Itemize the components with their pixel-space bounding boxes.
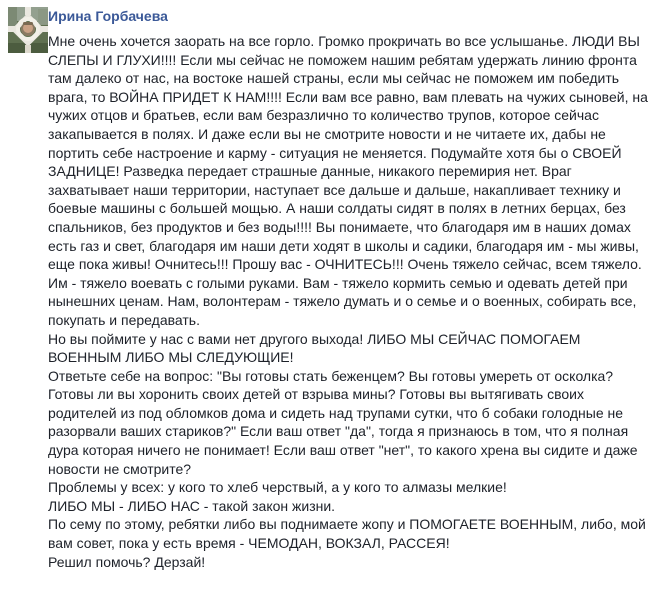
post-text [48,32,655,571]
avatar[interactable] [8,7,48,53]
post-paragraph: Решил помочь? Дерзай! [48,553,206,570]
post-paragraph: Мне очень хочется заорать на все горло. Громко прокричать во все услышанье. ЛЮДИ ВЫ СЛЕПЫ И ГЛУХИ!!!! Если мы сейчас не поможем нашим ребятам удержать линию фронта там далеко от нас, на востоке нашей страны, если мы сейчас не поможем им победить врага, то ВОЙНА ПРИДЕТ К НАМ!!!! Если вам все равно, вам плевать на чужих сыновей, на чужих отцов и братьев, если вам безразлично то количество трупов, которое сейчас закапывается в полях. И даже если вы не смотрите новости и не читаете их, дабы не портить себе настроение и карму - ситуация не меняется. Подумайте хотя бы о СВОЕЙ ЗАДНИЦЕ! Разведка передает страшные данные, никакого перемирия нет. Враг захватывает наши территории, наступает все дальше и дальше, накапливает технику и боевые машины с большей мощью. А наши солдаты сидят в полях в летних берцах, без спальников, без продуктов и без воды!!!! Вы понимаете, что благодаря им в наших домах есть газ и свет, благодаря им наши дети ходят в школы и садики, благодаря им - мы живы, еще пока живы! Очнитесь!!! Прошу вас - ОЧНИТЕСЬ!!! Очень тяжело сейчас, всем тяжело. Им - тяжело воевать с голыми руками. Вам - тяжело кормить семью и одевать детей при нынешних ценам. Нам, волонтерам - тяжело думать и о семье и о военных, собирать все, покупать и передавать. [48,33,648,328]
post-paragraph: ЛИБО МЫ - ЛИБО НАС - такой закон жизни. [48,497,336,514]
post-paragraph: Проблемы у всех: у кого то хлеб черствый, а у кого то алмазы мелкие! [48,479,507,496]
author-name-link[interactable]: Ирина Горбачева [48,8,168,24]
post-paragraph: По сему по этому, ребятки либо вы поднимаете жопу и ПОМОГАЕТЕ ВОЕННЫМ, либо, мой вам совет, пока у есть время - ЧЕМОДАН, ВОКЗАЛ, РАССЕЯ! [48,516,646,552]
post-paragraph: Ответьте себе на вопрос: "Вы готовы стать беженцем? Вы готовы умереть от осколка? Готовы ли вы хоронить своих детей от взрыва мины? Готовы вы вытягивать своих родителей из под обломков дома и сидеть над трупами сутки, что б собаки голодные не разорвали ваших стариков?" Если ваш ответ "да", тогда я признаюсь в том, что я полная дура которая ничего не понимает! Если ваш ответ "нет", то какого хрена вы сидите и даже новости не смотрите? [48,367,638,477]
avatar-image [8,7,48,53]
post-paragraph: Но вы поймите у нас с вами нет другого выхода! ЛИБО МЫ СЕЙЧАС ПОМОГАЕМ ВОЕННЫМ ЛИБО МЫ СЛЕДУЮЩИЕ! [48,330,581,366]
